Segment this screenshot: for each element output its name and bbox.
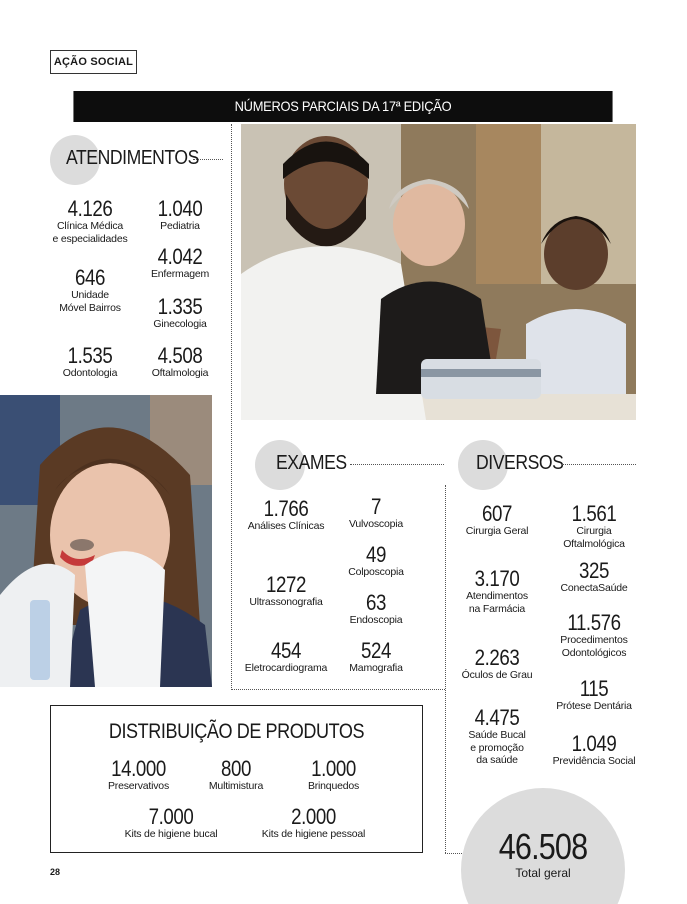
divider-bottom-exames <box>231 689 445 690</box>
stat-saude-bucal: 4.475 Saúde Bucal e promoção da saúde <box>468 705 526 766</box>
stat-odontologia: 1.535 Odontologia <box>62 343 118 379</box>
stat-kits-higiene-bucal: 7.000 Kits de higiene bucal <box>124 804 218 840</box>
stat-ultrassonografia: 1272 Ultrassonografia <box>249 572 323 608</box>
stat-unidade-movel: 646 Unidade Móvel Bairros <box>59 265 121 314</box>
stat-brinquedos: 1.000 Brinquedos <box>307 756 360 792</box>
atendimentos-dotline <box>193 159 223 160</box>
divider-vertical-mid <box>445 485 446 853</box>
section-tag: AÇÃO SOCIAL <box>50 50 137 74</box>
stat-oculos-de-grau: 2.263 Óculos de Grau <box>461 645 533 681</box>
doctor-patient-photo <box>241 124 636 420</box>
stat-cirurgia-geral: 607 Cirurgia Geral <box>465 501 529 537</box>
total-number: 46.508 <box>498 826 588 867</box>
stat-enfermagem: 4.042 Enfermagem <box>150 244 210 280</box>
stat-preservativos: 14.000 Preservativos <box>107 756 169 792</box>
page-number: 28 <box>50 867 61 877</box>
stat-clinica-medica: 4.126 Clínica Médica e especialidades <box>52 196 128 245</box>
stat-oftalmologia: 4.508 Oftalmologia <box>151 343 209 379</box>
products-box <box>50 705 423 853</box>
diversos-dotline <box>562 464 636 465</box>
stat-mamografia: 524 Mamografia <box>349 638 403 674</box>
stat-protese-dentaria: 115 Prótese Dentária <box>556 676 632 712</box>
stat-endoscopia: 63 Endoscopia <box>349 590 403 626</box>
atendimentos-title: ATENDIMENTOS <box>66 147 199 169</box>
page-banner: NÚMEROS PARCIAIS DA 17ª EDIÇÃO <box>73 91 612 122</box>
stat-previdencia-social: 1.049 Previdência Social <box>552 731 636 767</box>
stat-atendimentos-farmacia: 3.170 Atendimentos na Farmácia <box>466 566 528 615</box>
stat-colposcopia: 49 Colposcopia <box>348 542 404 578</box>
stat-cirurgia-oftalmologica: 1.561 Cirurgia Oftalmológica <box>563 501 625 550</box>
child-dental-photo <box>0 395 212 687</box>
stat-analises-clinicas: 1.766 Análises Clínicas <box>247 496 325 532</box>
stat-eletrocardiograma: 454 Eletrocardiograma <box>244 638 328 674</box>
exames-dotline <box>350 464 444 465</box>
products-title: DISTRIBUIÇÃO DE PRODUTOS <box>108 720 365 743</box>
divider-vertical-left <box>231 124 232 690</box>
stat-procedimentos-odontologicos: 11.576 Procedimentos Odontológicos <box>560 610 628 659</box>
diversos-title: DIVERSOS <box>476 452 564 474</box>
stat-multimistura: 800 Multimistura <box>208 756 264 792</box>
exames-title: EXAMES <box>276 452 347 474</box>
stat-pediatria: 1.040 Pediatria <box>157 196 203 232</box>
stat-vulvoscopia: 7 Vulvoscopia <box>348 494 404 530</box>
stat-conectasaude: 325 ConectaSaúde <box>560 558 628 594</box>
stat-kits-higiene-pessoal: 2.000 Kits de higiene pessoal <box>261 804 366 840</box>
stat-ginecologia: 1.335 Ginecologia <box>153 294 207 330</box>
total-label: Total geral <box>515 866 571 880</box>
